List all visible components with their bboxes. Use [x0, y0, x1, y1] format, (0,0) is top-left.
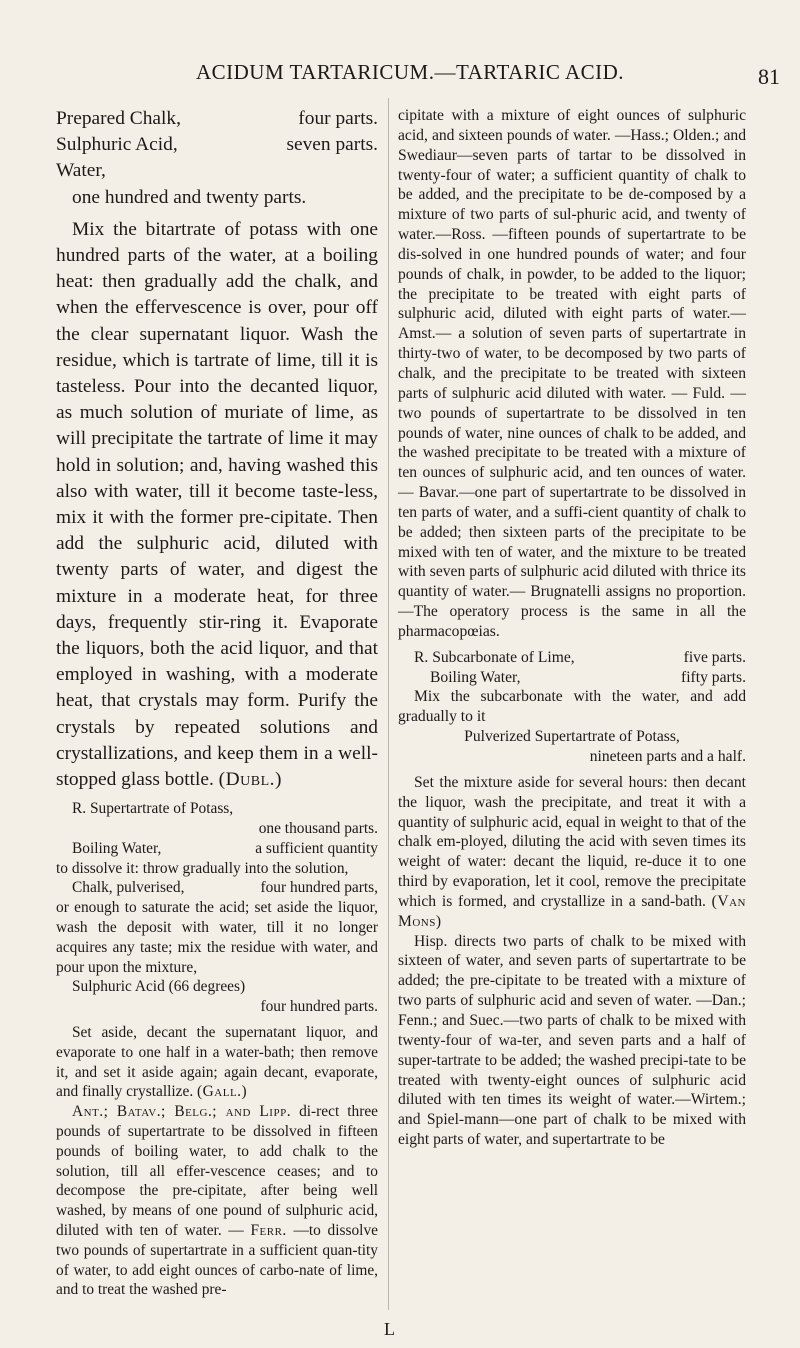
recipe-line [56, 185, 378, 211]
recipe-line [56, 106, 378, 132]
recipe-line: one thousand parts. [258, 820, 378, 838]
ingredient-name: Sulphuric Acid, [56, 134, 178, 156]
source-citation: Ferr. [250, 1222, 287, 1240]
recipe-line: four hundred parts. [260, 998, 378, 1016]
recipe-line [56, 132, 378, 158]
recipe-line: nineteen parts and a half. [589, 748, 746, 765]
ingredient-name: Boiling Water, [430, 668, 521, 686]
recipe-text: to dissolve it: throw gradually into the solution, [56, 859, 349, 877]
pharmacopoeia-paragraph: Ant.; Batav.; Belg.; and Lipp. di-rect three pounds of supertartrate to be dissolved in fifteen pounds of boiling water, to add chalk to the solution, till all effer-vescence ceases; and to decompose the pre-cipitate, after being well washed, by means of one pound of sulphuric acid, diluted with ten of water. — Ferr. —to dissolve two pounds of supertartrate in a sufficient quan-tity of water, to add eight ounces of carbo-nate of lime, and to treat the washed pre- [56, 1103, 378, 1299]
source-citation: (Van Mons) [398, 892, 746, 930]
ingredient-quantity: four hundred parts, [260, 879, 378, 897]
ingredient-name: Water, [56, 160, 106, 182]
recipe-line [56, 158, 378, 184]
page-number: 81 [758, 64, 780, 89]
ingredient-quantity: four parts. [298, 108, 378, 129]
page-header [40, 60, 780, 90]
recipe-text: Mix the subcarbonate with the water, and add gradually to it [398, 688, 746, 726]
recipe-line [398, 668, 746, 688]
left-column [56, 106, 378, 1300]
running-title: ACIDUM TARTARICUM.—TARTARIC ACID. [195, 60, 625, 84]
ingredient-quantity: seven parts. [286, 134, 378, 156]
column-divider [388, 98, 389, 1310]
recipe-line [56, 878, 378, 898]
ingredient-quantity: fifty parts. [681, 668, 746, 686]
recipe-prepared-chalk [56, 106, 378, 211]
recipe-subcarbonate [398, 648, 746, 767]
signature-mark: L [384, 1319, 395, 1339]
recipe-supertartrate [56, 799, 378, 1017]
recipe-line: R. Supertartrate of Potass, [72, 800, 234, 818]
pharmacopoeia-paragraph: cipitate with a mixture of eight ounces of sulphuric acid, and sixteen pounds of water. —Hass.; Olden.; and Swediaur—seven parts of tartar to be dissolved in twenty-four of water; a sufficient quantity of chalk to be added, and the precipitate to be de-composed by a mixture of two parts of sul-phuric acid, and twenty of water.—Ross. —fifteen pounds of supertartrate to be dis-solved in one hundred pounds of water; and four pounds of chalk, in powder, to be added to the liquor; the precipitate to be treated with eight parts of sulphuric acid, diluted with eight parts of water.—Amst.— a solution of seven parts of supertartrate in thirty-two of water, to be decomposed by two parts of chalk, and the precipitate to be treated with sixteen parts of sulphuric acid diluted with water. — Fuld. — two pounds of supertartrate to be dissolved in ten pounds of water, nine ounces of chalk to be added, and the washed precipitate to be treated with a mixture of ten ounces of sulphuric acid, and ten ounces of water.— Bavar.—one part of supertartrate to be dissolved in ten parts of water, and a suffi-cient quantity of chalk to be added; then sixteen parts of the precipitate to be mixed with ten of water, and the mixture to be treated with seven parts of sulphuric acid diluted with thrice its quantity of water.— Brugnatelli assigns no proportion.—The operatory process is the same in all the pharmacopœias. [398, 107, 746, 640]
ingredient-quantity: a sufficient quantity [255, 839, 378, 857]
method-paragraph: Set aside, decant the supernatant liquor, and evaporate to one half in a water-bath; then remove it, and set it aside again; again decant, evaporate, and finally crystallize. (Gall.) [56, 1024, 378, 1101]
method-paragraph: Mix the bitartrate of potass with one hundred parts of the water, at a boiling heat: then gradually add the chalk, and when the effervescence is over, pour off the clear supernatant liquor. Wash the residue, which is tartrate of lime, till it is tasteless. Pour into the decanted liquor, as much solution of muriate of lime, as will precipitate the tartrate of lime it may hold in solution; and, having washed this also with water, till it become taste-less, mix it with the former pre-cipitate. Then add the sulphuric acid, diluted with twenty parts of water, and digest the mixture in a moderate heat, for three days, frequently stir-ring it. Evaporate the liquors, both the acid liquor, and that employed in washing, with a moderate heat, that crystals may form. Purify the crystals by repeated solutions and crystallizations, and keep them in a well-stopped glass bottle. (Dubl.) [56, 218, 378, 791]
source-citation: (Gall.) [197, 1083, 248, 1101]
recipe-text: or enough to saturate the acid; set aside the liquor, wash the deposit with water, till it no longer acquires any taste; mix the residue with water, and pour upon the mixture, [56, 899, 378, 976]
ingredient-name: Boiling Water, [72, 839, 162, 857]
ingredient-name: Chalk, pulverised, [72, 879, 185, 897]
right-column [398, 106, 746, 1150]
source-citation: (Dubl.) [218, 769, 282, 791]
recipe-line [56, 839, 378, 859]
ingredient-quantity: five parts. [683, 648, 746, 666]
ingredient-name: R. Subcarbonate of Lime, [414, 648, 575, 666]
source-citation: Ant.; Batav.; Belg.; and Lipp. [72, 1103, 292, 1121]
recipe-line: Pulverized Supertartrate of Potass, [464, 728, 680, 746]
ingredient-name: Prepared Chalk, [56, 108, 181, 129]
method-paragraph: Set the mixture aside for several hours: then decant the liquor, wash the precipitate, and treat it with a quantity of sulphuric acid, equal in weight to that of the chalk em-ployed, diluting the acid with seven times its weight of water: decant the liquid, re-duce it to one third by evaporation, let it cool, remove the precipitate which is formed, and crystallize in a sand-bath. (Van Mons) [398, 773, 746, 930]
pharmacopoeia-paragraph: Hisp. directs two parts of chalk to be mixed with sixteen of water, and seven parts of supertartrate to be added; the pre-cipitate to be treated with a mixture of two parts of sulphuric acid and seven of water. —Dan.; Fenn.; and Suec.—two parts of chalk to be mixed with twenty-four of wa-ter, and seven parts and a half of super-tartrate to be added; the washed precipi-tate to be treated with twenty-eight ounces of sulphuric acid diluted with ten times its weight of water.—Wirtem.; and Spiel-mann—one part of chalk to be mixed with eight parts of water, and supertartrate to be [398, 932, 746, 1149]
recipe-line: Sulphuric Acid (66 degrees) [72, 978, 246, 996]
ingredient-quantity: one hundred and twenty parts. [72, 186, 307, 208]
recipe-line [398, 648, 746, 668]
